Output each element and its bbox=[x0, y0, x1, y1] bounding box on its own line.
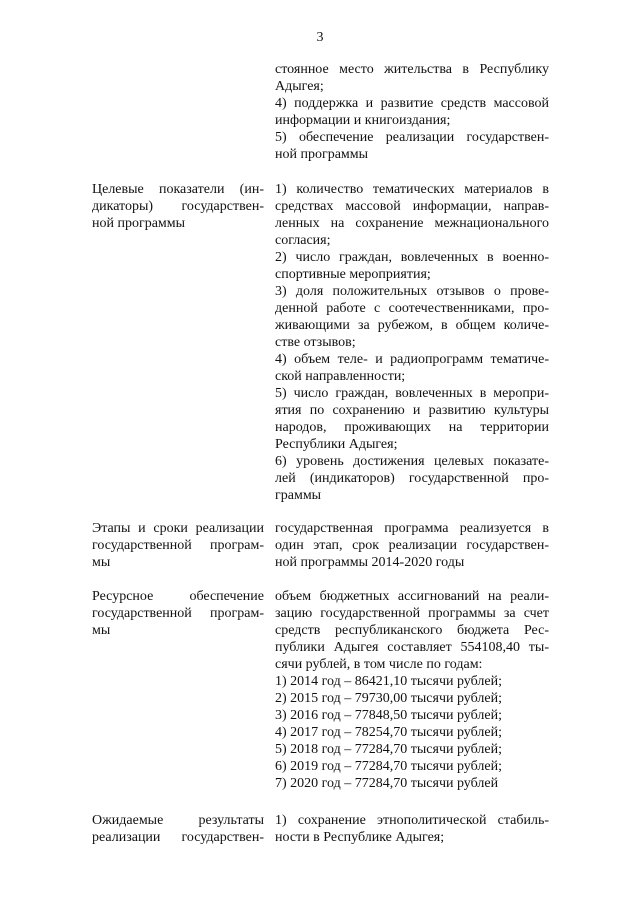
content-line: информации и книгоиздания; bbox=[275, 113, 451, 128]
content-line: 5) число граждан, вовлеченных в меропри- bbox=[275, 386, 549, 401]
content-line: 3) 2016 год – 77848,50 тысячи рублей; bbox=[275, 708, 502, 723]
content-line: 1) сохранение этнополитической стабиль- bbox=[275, 813, 549, 828]
label-line: мы bbox=[92, 623, 111, 638]
content-line: зацию государственной программы за счет bbox=[275, 606, 549, 621]
content-line: объем бюджетных ассигнований на реали- bbox=[275, 589, 549, 604]
content-line: ности в Республике Адыгея; bbox=[275, 830, 445, 845]
content-line: 5) 2018 год – 77284,70 тысячи рублей; bbox=[275, 742, 502, 757]
content-line: Республики Адыгея; bbox=[275, 437, 398, 452]
content-line: 7) 2020 год – 77284,70 тысячи рублей bbox=[275, 776, 499, 791]
section-content bbox=[275, 520, 549, 571]
content-line: 3) доля положительных отзывов о прове- bbox=[275, 284, 549, 299]
content-line: ятия по сохранению и развитию культуры bbox=[275, 403, 549, 418]
label-line: дикаторы) государствен- bbox=[92, 199, 264, 214]
section-label bbox=[92, 588, 264, 639]
label-line: государственной програм- bbox=[92, 606, 264, 621]
label-line: Ресурсное обеспечение bbox=[92, 589, 264, 604]
content-line: 1) 2014 год – 86421,10 тысячи рублей; bbox=[275, 674, 502, 689]
label-line: государственной програм- bbox=[92, 538, 264, 553]
content-line: 6) уровень достижения целевых показате- bbox=[275, 454, 549, 469]
content-line: согласия; bbox=[275, 233, 331, 248]
label-line: Целевые показатели (ин- bbox=[92, 182, 264, 197]
content-line: 2) число граждан, вовлеченных в военно- bbox=[275, 250, 549, 265]
section-label bbox=[92, 812, 264, 846]
content-line: государственная программа реализуется в bbox=[275, 521, 549, 536]
section-label bbox=[92, 181, 264, 232]
content-line: граммы bbox=[275, 488, 322, 503]
content-line: средств республиканского бюджета Рес- bbox=[275, 623, 549, 638]
content-line: лей (индикаторов) государственной про- bbox=[275, 471, 549, 486]
content-line: денной работе с соотечественниками, про- bbox=[275, 301, 549, 316]
section-content bbox=[275, 181, 549, 504]
content-line: ской направленности; bbox=[275, 369, 406, 384]
content-line: один этап, срок реализации государствен- bbox=[275, 538, 549, 553]
content-line: стве отзывов; bbox=[275, 335, 356, 350]
content-line: народов, проживающих на территории bbox=[275, 420, 549, 435]
label-line: ной программы bbox=[92, 216, 186, 231]
content-line: стоянное место жительства в Республику bbox=[275, 62, 549, 77]
content-line: средствах массовой информации, направ- bbox=[275, 199, 549, 214]
content-line: 6) 2019 год – 77284,70 тысячи рублей; bbox=[275, 759, 502, 774]
content-line: 4) 2017 год – 78254,70 тысячи рублей; bbox=[275, 725, 502, 740]
page-number: 3 bbox=[316, 30, 324, 45]
content-line: 2) 2015 год – 79730,00 тысячи рублей; bbox=[275, 691, 502, 706]
section-content bbox=[275, 61, 549, 163]
content-line: спортивные мероприятия; bbox=[275, 267, 431, 282]
section-label bbox=[92, 520, 264, 571]
label-line: мы bbox=[92, 555, 111, 570]
label-line: реализации государствен- bbox=[92, 830, 264, 845]
content-line: 4) объем теле- и радиопрограмм тематиче- bbox=[275, 352, 549, 367]
content-line: 4) поддержка и развитие средств массовой bbox=[275, 96, 549, 111]
section-content bbox=[275, 812, 549, 846]
content-line: ной программы 2014-2020 годы bbox=[275, 555, 465, 570]
content-line: живающими за рубежом, в общем количе- bbox=[275, 318, 549, 333]
content-line: ной программы bbox=[275, 147, 369, 162]
label-line: Этапы и сроки реализации bbox=[92, 521, 264, 536]
content-line: ленных на сохранение межнационального bbox=[275, 216, 549, 231]
content-line: публики Адыгея составляет 554108,40 ты- bbox=[275, 640, 549, 655]
label-line: Ожидаемые результаты bbox=[92, 813, 264, 828]
content-line: 5) обеспечение реализации государствен- bbox=[275, 130, 549, 145]
content-line: Адыгея; bbox=[275, 79, 324, 94]
content-line: 1) количество тематических материалов в bbox=[275, 182, 549, 197]
section-content bbox=[275, 588, 549, 792]
content-line: сячи рублей, в том числе по годам: bbox=[275, 657, 483, 672]
